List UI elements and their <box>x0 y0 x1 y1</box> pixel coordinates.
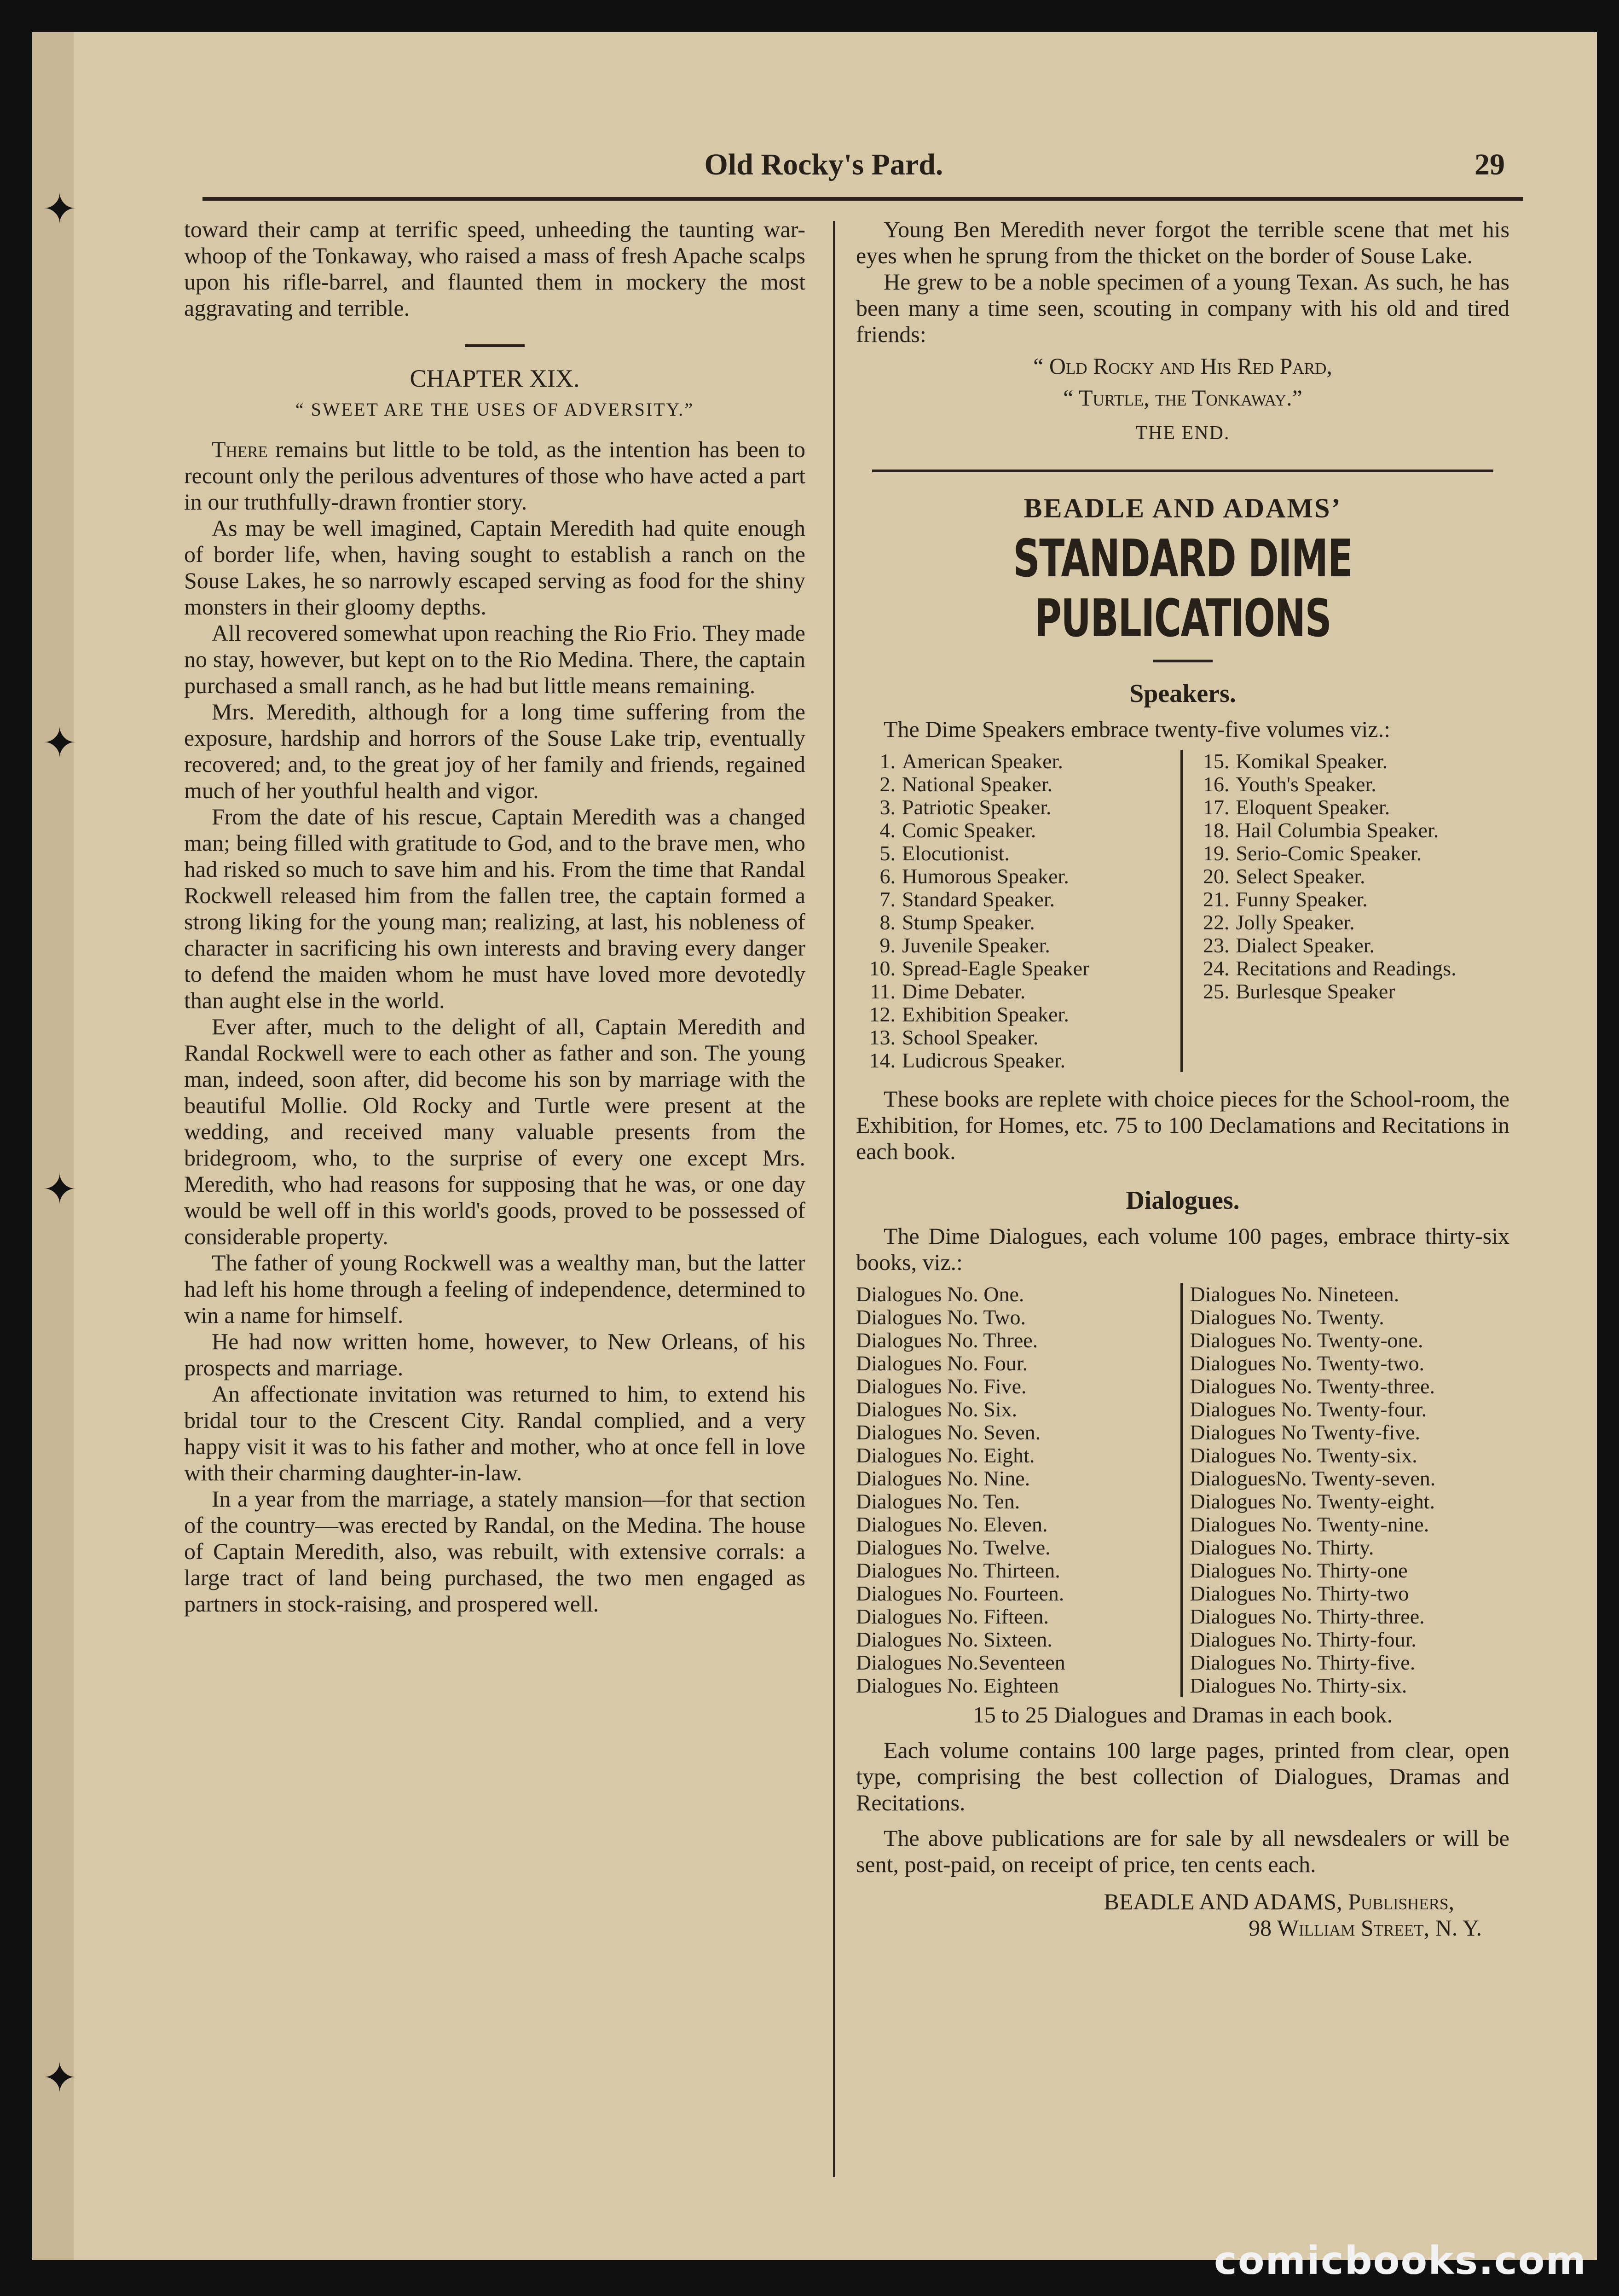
speakers-list <box>856 750 1509 1072</box>
list-item-title: Dime Debater. <box>902 980 1026 1003</box>
dialogue-list-item: Dialogues No. Thirteen. <box>856 1559 1060 1582</box>
dialogue-list-item: Dialogues No. Ten. <box>856 1490 1020 1513</box>
list-item-title: Youth's Speaker. <box>1236 772 1376 796</box>
list-item-title: Jolly Speaker. <box>1236 910 1355 934</box>
binding-stitch: ✦ <box>42 185 77 233</box>
list-item-number: 19. <box>1203 841 1230 865</box>
speakers-heading: Speakers. <box>1129 679 1236 708</box>
paragraph-text: remains but little to be told, as the intention has been to recount only the perilous adventures of those who have acted a part in our truthfully-drawn frontier story. <box>184 436 805 515</box>
list-item-number: 1. <box>879 749 896 773</box>
speaker-list-item <box>856 842 1176 865</box>
list-item-title: Humorous Speaker. <box>902 864 1069 888</box>
speaker-list-item <box>856 980 1176 1003</box>
list-item-number: 3. <box>879 795 896 819</box>
ad-publisher-heading: BEADLE AND ADAMS’ <box>1023 493 1342 523</box>
paragraph: Ever after, much to the delight of all, Captain Meredith and Randal Rockwell were to each other as father and son. The young man, indeed, soon after, did become his son by marriage with the beautiful Mollie. Old Rocky and Turtle were present at the wedding, and received many valuable presents from the bridegroom, who, to the surprise of every one except Mrs. Meredith, who had reasons for supposing that he was, or one day would be well off in this world's goods, proved to be possessed of considerable property. <box>184 1014 805 1249</box>
chapter-subtitle: “ SWEET ARE THE USES OF ADVERSITY.” <box>295 399 694 420</box>
list-item-title: Burlesque Speaker <box>1236 980 1395 1003</box>
ad-main-heading: STANDARD DIME PUBLICATIONS <box>1013 529 1353 649</box>
list-item-title: Spread-Eagle Speaker <box>902 957 1090 980</box>
paragraph: As may be well imagined, Captain Meredith had quite enough of border life, when, having sought to establish a ranch on the Souse Lakes, he so narrowly escaped serving as food for the shiny monsters in their gloomy depths. <box>184 515 805 620</box>
dialogue-list-item: Dialogues No. Fourteen. <box>856 1582 1064 1605</box>
speaker-list-item <box>856 819 1176 842</box>
dialogues-list <box>856 1283 1509 1697</box>
list-item-title: Recitations and Readings. <box>1236 957 1457 980</box>
dialogue-list-item: DialoguesNo. Twenty-seven. <box>1190 1467 1436 1490</box>
dialogue-list-item: Dialogues No. Twenty-six. <box>1190 1444 1417 1467</box>
speaker-list-item <box>1190 796 1510 819</box>
address-line: 98 William Street, N. Y. <box>1249 1915 1482 1941</box>
speaker-list-item <box>856 888 1176 911</box>
watermark: comicbooks.com <box>1214 2238 1587 2283</box>
dialogues-list-left <box>856 1283 1183 1697</box>
list-item-title: Select Speaker. <box>1236 864 1365 888</box>
dialogue-list-item: Dialogues No. Thirty. <box>1190 1536 1374 1559</box>
dialogue-list-item: Dialogues No. Three. <box>856 1328 1038 1352</box>
dialogue-list-item: Dialogues No. Twenty-four. <box>1190 1397 1427 1421</box>
list-item-title: Elocutionist. <box>902 841 1010 865</box>
list-item-title: Exhibition Speaker. <box>902 1003 1069 1026</box>
advertisement-rule <box>872 470 1493 472</box>
paragraph: The father of young Rockwell was a wealthy man, but the latter had left his home through a feeling of independence, determined to win a name for himself. <box>184 1250 805 1328</box>
speaker-list-item <box>856 750 1176 773</box>
speaker-list-item <box>856 1026 1176 1049</box>
list-item-number: 20. <box>1203 864 1230 888</box>
left-column <box>184 216 805 1617</box>
column-divider <box>833 221 835 2177</box>
dialogue-list-item: Dialogues No. Twenty-nine. <box>1190 1513 1429 1536</box>
dialogue-list-item: Dialogues No. Twenty-eight. <box>1190 1490 1435 1513</box>
list-item-title: Ludicrous Speaker. <box>902 1049 1066 1072</box>
the-end: THE END. <box>1135 423 1230 444</box>
list-item-number: 11. <box>870 980 896 1003</box>
sale-note: The above publications are for sale by all newsdealers or will be sent, post-paid, on receipt of price, ten cents each. <box>856 1825 1509 1877</box>
paragraph: In a year from the marriage, a stately mansion—for that section of the country—was erected by Randal, on the Medina. The house of Captain Meredith, also, was rebuilt, with extensive corrals: a large tract of land being purchased, the two men engaged as partners in stock-raising, and prospered well. <box>184 1486 805 1617</box>
list-item-title: Comic Speaker. <box>902 818 1036 842</box>
right-column <box>856 216 1509 1941</box>
speaker-list-item <box>856 865 1176 888</box>
speakers-list-left <box>856 750 1183 1072</box>
speaker-list-item <box>856 796 1176 819</box>
list-item-number: 8. <box>879 910 896 934</box>
list-item-number: 18. <box>1203 818 1230 842</box>
list-item-title: Komikal Speaker. <box>1236 749 1388 773</box>
closing-verse-line: “ Old Rocky and His Red Pard, <box>1033 353 1332 379</box>
dialogues-heading: Dialogues. <box>1126 1186 1240 1215</box>
dialogue-list-item: Dialogues No. Five. <box>856 1374 1027 1398</box>
advertisement <box>856 495 1509 1941</box>
dialogue-list-item: Dialogues No. Thirty-two <box>1190 1582 1409 1605</box>
dialogue-list-item: Dialogues No. Fifteen. <box>856 1605 1049 1628</box>
list-item-number: 23. <box>1203 933 1230 957</box>
book-page <box>32 32 1597 2260</box>
publisher-line: BEADLE AND ADAMS, Publishers, <box>1104 1889 1454 1914</box>
list-item-number: 16. <box>1203 772 1230 796</box>
binding-stitch: ✦ <box>42 1165 77 1214</box>
list-item-number: 4. <box>879 818 896 842</box>
paragraph: Young Ben Meredith never forgot the terrible scene that met his eyes when he sprung from the thicket on the border of Souse Lake. <box>856 216 1509 268</box>
paragraph: An affectionate invitation was returned to him, to extend his bridal tour to the Crescent City. Randal complied, and a very happy visit it was to his father and mother, who at once fell in love with their charming daughter-in-law. <box>184 1381 805 1485</box>
dialogues-intro: The Dime Dialogues, each volume 100 pages, embrace thirty-six books, viz.: <box>856 1223 1509 1275</box>
dialogue-list-item: Dialogues No. Eleven. <box>856 1513 1048 1536</box>
ad-rule <box>1153 660 1213 662</box>
speakers-note: These books are replete with choice pieces for the School-room, the Exhibition, for Homes, etc. 75 to 100 Declamations and Recitations in each book. <box>856 1086 1509 1164</box>
speakers-list-right <box>1183 750 1510 1072</box>
paragraph <box>184 436 805 515</box>
speaker-list-item <box>1190 934 1510 957</box>
dialogue-list-item: Dialogues No. Thirty-one <box>1190 1559 1408 1582</box>
dialogue-list-item: Dialogues No. Twelve. <box>856 1536 1051 1559</box>
list-item-title: Serio-Comic Speaker. <box>1236 841 1422 865</box>
dialogue-list-item: Dialogues No. Nineteen. <box>1190 1282 1399 1306</box>
dialogues-count: 15 to 25 Dialogues and Dramas in each book. <box>972 1702 1393 1728</box>
dialogue-list-item: Dialogues No. Sixteen. <box>856 1628 1052 1651</box>
speaker-list-item <box>1190 773 1510 796</box>
dialogue-list-item: Dialogues No. Six. <box>856 1397 1018 1421</box>
dialogue-list-item: Dialogues No Twenty-five. <box>1190 1421 1421 1444</box>
dialogue-list-item: Dialogues No. Twenty. <box>1190 1305 1384 1329</box>
closing-verse-line: “ Turtle, the Tonkaway.” <box>1063 385 1302 411</box>
list-item-title: Funny Speaker. <box>1236 887 1368 911</box>
dialogue-list-item: Dialogues No. Thirty-three. <box>1190 1605 1425 1628</box>
dialogue-list-item: Dialogues No. Seven. <box>856 1421 1041 1444</box>
list-item-number: 9. <box>879 933 896 957</box>
list-item-number: 14. <box>869 1049 896 1072</box>
speaker-list-item <box>856 773 1176 796</box>
dialogue-list-item: Dialogues No. Eighteen <box>856 1674 1059 1697</box>
list-item-title: Standard Speaker. <box>902 887 1055 911</box>
section-rule <box>465 344 525 347</box>
speaker-list-item <box>1190 957 1510 980</box>
speaker-list-item <box>1190 819 1510 842</box>
list-item-number: 10. <box>869 957 896 980</box>
paragraph: Mrs. Meredith, although for a long time suffering from the exposure, hardship and horrors of the Souse Lake trip, eventually recovered; and, to the great joy of her family and friends, regained much of her youthful health and vigor. <box>184 699 805 803</box>
chapter-title: CHAPTER XIX. <box>410 365 580 392</box>
list-item-number: 15. <box>1203 749 1230 773</box>
list-item-number: 12. <box>869 1003 896 1026</box>
dialogues-list-right <box>1183 1283 1510 1697</box>
speaker-list-item <box>856 934 1176 957</box>
dialogue-list-item: Dialogues No. Four. <box>856 1351 1028 1375</box>
binding-stitch: ✦ <box>42 2054 77 2102</box>
dialogue-list-item: Dialogues No. Eight. <box>856 1444 1035 1467</box>
list-item-title: National Speaker. <box>902 772 1053 796</box>
list-item-title: Juvenile Speaker. <box>902 933 1050 957</box>
speaker-list-item <box>856 911 1176 934</box>
list-item-title: Eloquent Speaker. <box>1236 795 1390 819</box>
dialogue-list-item: Dialogues No. Thirty-four. <box>1190 1628 1417 1651</box>
list-item-number: 6. <box>879 864 896 888</box>
speaker-list-item <box>1190 865 1510 888</box>
list-item-number: 24. <box>1203 957 1230 980</box>
list-item-number: 7. <box>879 887 896 911</box>
list-item-title: Dialect Speaker. <box>1236 933 1375 957</box>
volume-note: Each volume contains 100 large pages, printed from clear, open type, comprising the best collection of Dialogues, Dramas and Recitations. <box>856 1737 1509 1815</box>
speaker-list-item <box>856 1003 1176 1026</box>
drop-word: There <box>212 436 268 462</box>
dialogue-list-item: Dialogues No. Nine. <box>856 1467 1030 1490</box>
dialogue-list-item: Dialogues No. One. <box>856 1282 1024 1306</box>
list-item-number: 25. <box>1203 980 1230 1003</box>
speaker-list-item <box>1190 888 1510 911</box>
list-item-title: Patriotic Speaker. <box>902 795 1052 819</box>
list-item-title: Hail Columbia Speaker. <box>1236 818 1439 842</box>
dialogue-list-item: Dialogues No. Twenty-one. <box>1190 1328 1423 1352</box>
running-head-title: Old Rocky's Pard. <box>704 148 943 181</box>
list-item-number: 22. <box>1203 910 1230 934</box>
dialogue-list-item: Dialogues No. Twenty-two. <box>1190 1351 1425 1375</box>
dialogue-list-item: Dialogues No. Two. <box>856 1305 1026 1329</box>
speakers-intro: The Dime Speakers embrace twenty-five volumes viz.: <box>884 716 1391 742</box>
header-rule <box>202 197 1523 201</box>
paragraph: He grew to be a noble specimen of a young Texan. As such, he has been many a time seen, scouting in company with his old and tired friends: <box>856 269 1509 347</box>
binding-edge <box>32 32 74 2260</box>
speaker-list-item <box>1190 750 1510 773</box>
list-item-number: 13. <box>869 1026 896 1049</box>
speaker-list-item <box>856 1049 1176 1072</box>
list-item-title: Stump Speaker. <box>902 910 1035 934</box>
paragraph: He had now written home, however, to New Orleans, of his prospects and marriage. <box>184 1328 805 1380</box>
list-item-number: 5. <box>879 841 896 865</box>
speaker-list-item <box>1190 980 1510 1003</box>
speaker-list-item <box>856 957 1176 980</box>
paragraph: From the date of his rescue, Captain Meredith was a changed man; being filled with gratitude to God, and to the brave men, who had risked so much to save him and his. From the time that Randal Rockwell released him from the fallen tree, the captain formed a strong liking for the young man; realizing, at last, his nobleness of character in sacrificing his own interests and braving every danger to defend the maiden whom he must have loved more devotedly than aught else in the world. <box>184 804 805 1013</box>
list-item-title: American Speaker. <box>902 749 1063 773</box>
list-item-number: 17. <box>1203 795 1230 819</box>
opening-paragraph: toward their camp at terrific speed, unheeding the taunting war-whoop of the Tonkaway, who raised a mass of fresh Apache scalps upon his rifle-barrel, and flaunted them in mockery the most aggravating and terrible. <box>184 216 805 321</box>
list-item-number: 2. <box>879 772 896 796</box>
dialogue-list-item: Dialogues No. Twenty-three. <box>1190 1374 1435 1398</box>
list-item-title: School Speaker. <box>902 1026 1039 1049</box>
speaker-list-item <box>1190 842 1510 865</box>
dialogue-list-item: Dialogues No. Thirty-six. <box>1190 1674 1407 1697</box>
binding-stitch: ✦ <box>42 719 77 767</box>
dialogue-list-item: Dialogues No. Thirty-five. <box>1190 1651 1416 1674</box>
list-item-number: 21. <box>1203 887 1230 911</box>
speaker-list-item <box>1190 911 1510 934</box>
dialogue-list-item: Dialogues No.Seventeen <box>856 1651 1065 1674</box>
paragraph: All recovered somewhat upon reaching the Rio Frio. They made no stay, however, but kept on to the Rio Medina. There, the captain purchased a small ranch, as he had but little means remaining. <box>184 620 805 698</box>
page-number: 29 <box>1474 148 1505 181</box>
